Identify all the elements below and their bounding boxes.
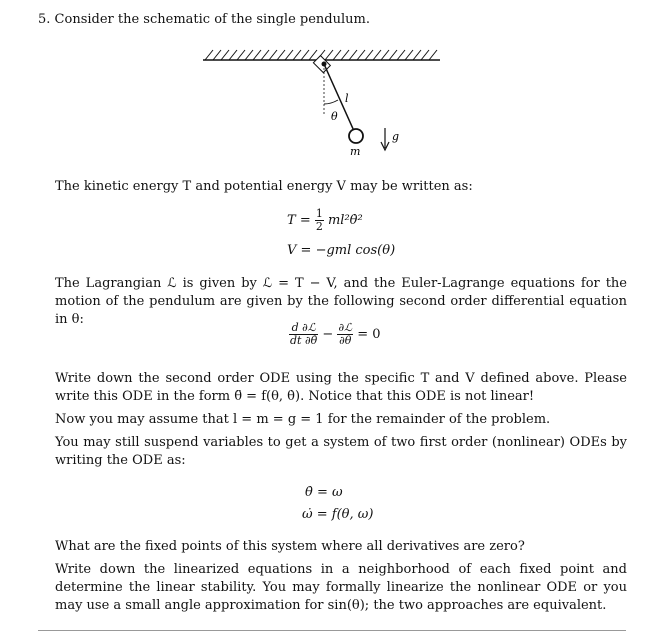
el-frac1-den: dt ∂θ̇ (290, 334, 318, 347)
pendulum-rod (324, 64, 354, 131)
linearize-text: Write down the linearized equations in a neighborhood of each fixed point and determine the linear stability. You may formally linearize the nonlinear ODE or you may use a small angle approximation for sin(θ); the two approaches are equivalent. (55, 562, 627, 613)
eq-t-den: 2 (315, 220, 323, 233)
equation-potential: V = −gml cos(θ) (287, 243, 396, 258)
eq-v-rhs: −gml cos(θ) (315, 243, 396, 258)
question-number: 5. (38, 12, 51, 27)
eq-v-lhs: V (287, 243, 297, 258)
eq-t-fraction (315, 208, 324, 233)
question-heading (38, 12, 370, 27)
el-frac2-den: ∂θ (339, 334, 352, 347)
eq-t-lhs: T (287, 213, 296, 228)
label-angle: θ (331, 110, 338, 123)
eq-t-rhs: ml²θ̇² (327, 213, 363, 228)
system-eq-1: θ̇ = ω (305, 485, 343, 500)
el-fraction-1 (289, 322, 318, 347)
bottom-divider (38, 630, 626, 631)
el-rhs: = 0 (357, 327, 381, 342)
el-frac1-num: d ∂ℒ (289, 322, 318, 335)
intro-energy: The kinetic energy T and potential energy V may be written as: (55, 179, 473, 194)
angle-arc (324, 100, 338, 104)
equation-kinetic: T = $\frac{1}{2}$ ml²θ̇² (287, 207, 363, 233)
label-gravity: g (392, 130, 400, 143)
fixed-points-text: What are the fixed points of this system where all derivatives are zero? (55, 539, 525, 554)
eq-t-num: 1 (315, 207, 323, 220)
el-frac2-num: ∂ℒ (338, 321, 353, 334)
question-text: Consider the schematic of the single pendulum. (54, 12, 370, 27)
suspend-text: You may still suspend variables to get a system of two first order (nonlinear) ODEs by writing the ODE as: (55, 435, 627, 468)
equation-euler-lagrange: $\frac{\text{d ∂ℒ}}{dt \partial\thetȧ}$ − $\frac{\text{∂ℒ}}{\partial\theta}$ = 0 (290, 321, 381, 347)
label-mass: m (350, 145, 361, 158)
el-fraction-2 (337, 322, 353, 347)
pendulum-diagram (195, 40, 455, 160)
write-ode-text: Write down the second order ODE using the specific T and V defined above. Please write this ODE in the form θ̈ = f(θ, θ̇). Notice that this ODE is not linear! (55, 371, 627, 404)
assume-text: Now you may assume that l = m = g = 1 for the remainder of the problem. (55, 412, 551, 427)
lagrangian-text: The Lagrangian ℒ is given by ℒ = T − V, and the Euler-Lagrange equations for the motion of the pendulum are given by the following second order differential equation in θ: (55, 276, 627, 327)
label-length: l (345, 92, 349, 105)
system-eq-2: ω̇ = f(θ, ω) (302, 507, 374, 522)
pendulum-bob (349, 129, 363, 143)
